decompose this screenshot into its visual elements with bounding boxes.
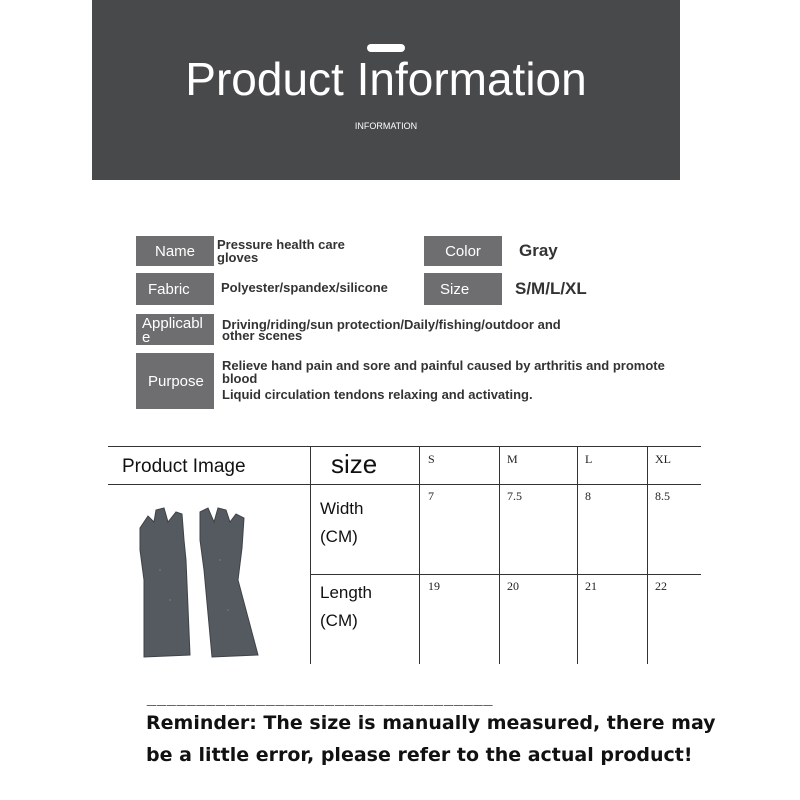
table-col-divider-5: [647, 446, 648, 664]
length-l: 21: [585, 579, 597, 593]
fabric-label: Fabric: [136, 273, 214, 305]
applicable-label-line2: e: [142, 329, 151, 346]
applicable-label-line1: Applicabl: [142, 315, 203, 332]
applicable-value-line2: other scenes: [222, 328, 303, 343]
width-label-line2: (CM): [320, 527, 358, 546]
col-header-s: S: [428, 452, 435, 466]
product-image-header: Product Image: [122, 456, 246, 477]
table-col-divider-1: [310, 446, 311, 664]
applicable-label: [136, 314, 214, 345]
color-label: Color: [424, 236, 502, 266]
length-xl: 22: [655, 579, 667, 593]
divider-dashes: ___________________________________: [147, 690, 494, 707]
col-header-xl: XL: [655, 452, 671, 466]
size-value: S/M/L/XL: [515, 279, 587, 298]
size-label: Size: [424, 273, 502, 305]
page-title: Product Information: [185, 53, 587, 105]
table-row-divider: [310, 574, 701, 575]
width-xl: 8.5: [655, 489, 670, 503]
table-top-border: [108, 446, 701, 447]
banner-pill-decoration: [367, 44, 405, 52]
glove-product-image: [130, 500, 280, 660]
reminder-line2: be a little error, please refer to the actual product!: [146, 744, 693, 766]
table-col-divider-4: [577, 446, 578, 664]
purpose-value-line3: Liquid circulation tendons relaxing and activating.: [222, 387, 533, 402]
col-header-m: M: [507, 452, 518, 466]
name-label: Name: [136, 236, 214, 266]
width-label-line1: Width: [320, 499, 364, 518]
purpose-value-line1: Relieve hand pain and sore and painful caused by arthritis and promote: [222, 358, 665, 373]
color-value: Gray: [519, 241, 558, 260]
width-m: 7.5: [507, 489, 522, 503]
size-header: size: [331, 449, 378, 479]
length-label-line2: (CM): [320, 611, 358, 630]
col-header-l: L: [585, 452, 593, 466]
purpose-label: Purpose: [136, 353, 214, 409]
table-col-divider-3: [499, 446, 500, 664]
reminder-line1: Reminder: The size is manually measured, there may: [146, 712, 716, 734]
width-s: 7: [428, 489, 434, 503]
header-banner: [92, 0, 680, 180]
applicable-value-line1: Driving/riding/sun protection/Daily/fishing/outdoor and: [222, 317, 561, 332]
length-label-line1: Length: [320, 583, 372, 602]
length-s: 19: [428, 579, 440, 593]
length-m: 20: [507, 579, 519, 593]
name-value-line2: gloves: [217, 250, 259, 265]
table-header-border: [108, 484, 701, 485]
purpose-value-line2: blood: [222, 371, 258, 386]
width-l: 8: [585, 489, 591, 503]
page-subtitle: INFORMATION: [354, 121, 418, 131]
table-col-divider-2: [419, 446, 420, 664]
name-value-line1: Pressure health care: [217, 237, 345, 252]
fabric-value: Polyester/spandex/silicone: [221, 280, 388, 295]
